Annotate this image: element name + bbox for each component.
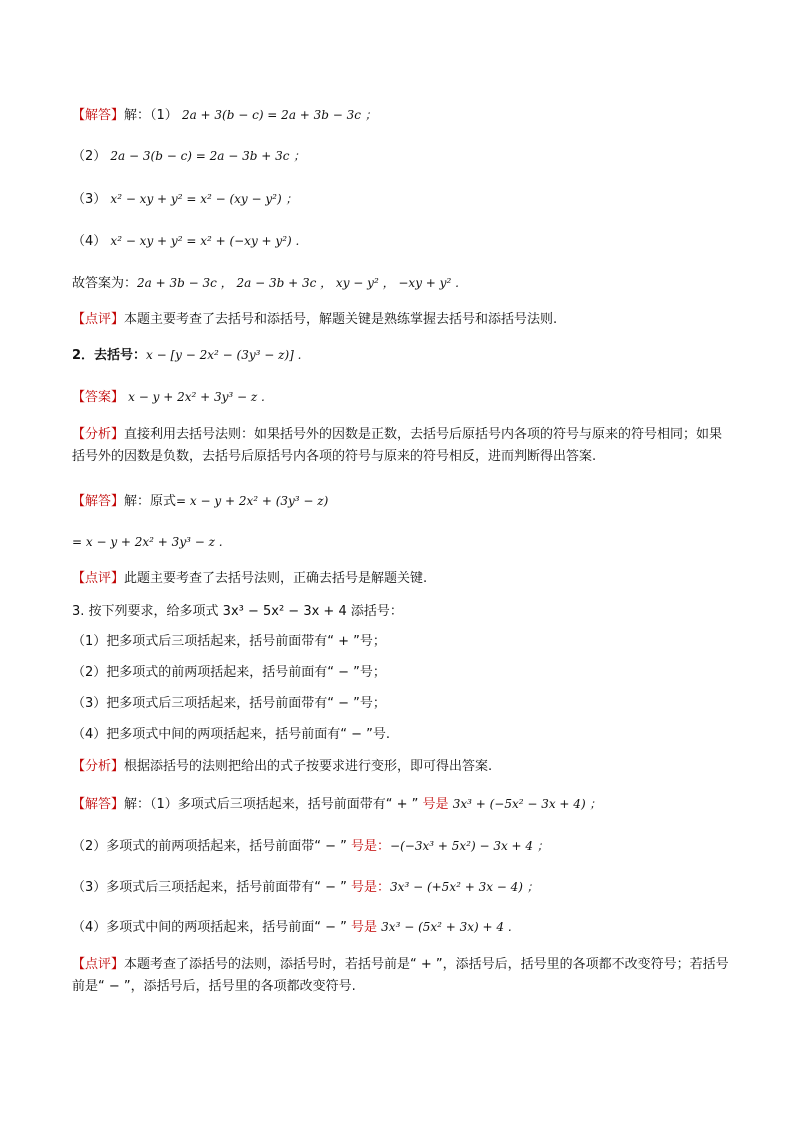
question-title: 2．去括号： [72, 348, 147, 363]
q2-answer [72, 388, 732, 407]
math-expression: x² − xy + y² = x² + (−xy + y²) . [110, 234, 300, 248]
tag-dianping: 【点评】 [72, 957, 125, 972]
analysis-text: 根据添括号的法则把给出的式子按要求进行变形，即可得出答案. [124, 759, 493, 774]
q3-solution-1 [72, 795, 732, 814]
math-expression: 3x³ + (−5x² − 3x + 4) ； [452, 797, 602, 811]
q1-comment [72, 311, 732, 329]
q1-answer-line [72, 274, 732, 293]
requirement-text: （1）把多项式后三项括起来，括号前面带有“ + ”号； [72, 634, 386, 649]
solution-prefix: 解：（1） [124, 108, 178, 123]
math-expression: x − y + 2x² + 3y³ − z . [128, 390, 265, 404]
q2-analysis [72, 424, 732, 468]
q3-solution-2 [72, 837, 732, 856]
solution-red-text: 号是 [418, 797, 453, 812]
math-expression: −(−3x³ + 5x²) − 3x + 4 ； [390, 839, 549, 853]
solution-red-text: 号是： [346, 880, 391, 895]
math-expression: 2a − 3(b − c) = 2a − 3b + 3c ； [110, 149, 306, 163]
q3-analysis [72, 758, 732, 776]
solution-text: （2）多项式的前两项括起来，括号前面带“ − ” [72, 839, 347, 854]
q2-solution-line1 [72, 492, 732, 511]
q3-comment [72, 954, 732, 998]
tag-dianping: 【点评】 [72, 312, 125, 327]
analysis-text: 直接利用去括号法则：如果括号外的因数是正数，去括号后原括号内各项的符号与原来的符号相同；如果括号外的因数是负数，去括号后原括号内各项的符号与原来的符号相反，进而判断得出答案. [72, 427, 723, 464]
tag-daan: 【答案】 [72, 390, 125, 405]
answer-label: 故答案为： [72, 276, 138, 291]
math-expression: x² − xy + y² = x² − (xy − y²) ； [110, 192, 298, 206]
comment-text: 本题主要考查了去括号和添括号，解题关键是熟练掌握去括号和添括号法则. [124, 312, 558, 327]
solution-text: （4）多项式中间的两项括起来，括号前面“ − ” [72, 920, 347, 935]
math-expression: = x − y + 2x² + 3y³ − z . [72, 535, 223, 549]
math-expression: 3x³ − (5x² + 3x) + 4 . [381, 920, 512, 934]
q1-solution-item4 [72, 232, 732, 251]
q3-solution-4 [72, 918, 732, 937]
q3-title [72, 603, 732, 621]
tag-fenxi: 【分析】 [72, 427, 125, 442]
q3-requirement-4 [72, 726, 732, 744]
math-expression: x − [y − 2x² − (3y³ − z)] . [146, 348, 302, 362]
q3-requirement-3 [72, 695, 732, 713]
tag-jieda: 【解答】 [72, 494, 125, 509]
tag-jieda: 【解答】 [72, 797, 125, 812]
solution-text: 解：（1）多项式后三项括起来，括号前面带有“ + ” [124, 797, 419, 812]
solution-red-text: 号是 [346, 920, 382, 935]
solution-prefix: 解：原式 [124, 494, 177, 509]
comment-text: 此题主要考查了去括号法则，正确去括号是解题关键. [124, 571, 428, 586]
q1-solution-item2 [72, 147, 732, 166]
q3-requirement-1 [72, 633, 732, 651]
q3-solution-3 [72, 878, 732, 897]
tag-dianping: 【点评】 [72, 571, 125, 586]
q3-requirement-2 [72, 664, 732, 682]
math-expression: = x − y + 2x² + (3y³ − z) [176, 494, 329, 508]
requirement-text: （2）把多项式的前两项括起来，括号前面有“ − ”号； [72, 665, 386, 680]
solution-red-text: 号是： [346, 839, 391, 854]
tag-fenxi: 【分析】 [72, 759, 125, 774]
item-label: （2） [72, 149, 107, 164]
math-expression: 3x³ − (+5x² + 3x − 4) ； [390, 880, 539, 894]
item-label: （3） [72, 192, 107, 207]
solution-text: （3）多项式后三项括起来，括号前面带有“ − ” [72, 880, 347, 895]
q2-solution-line2 [72, 533, 732, 552]
q2-comment [72, 570, 732, 588]
requirement-text: （4）把多项式中间的两项括起来，括号前面有“ − ”号. [72, 727, 391, 742]
q2-title [72, 346, 732, 365]
question-title: 3. 按下列要求，给多项式 3x³ − 5x² − 3x + 4 添括号： [72, 604, 403, 619]
tag-jieda: 【解答】 [72, 108, 125, 123]
comment-text: 本题考查了添括号的法则，添括号时，若括号前是“ + ”，添括号后，括号里的各项都不改变符号；若括号前是“ − ”，添括号后，括号里的各项都改变符号. [72, 957, 729, 994]
math-expression: 2a + 3(b − c) = 2a + 3b − 3c ； [181, 108, 377, 122]
q1-solution-item3 [72, 190, 732, 209]
math-expression: 2a + 3b − 3c ， 2a − 3b + 3c ， xy − y² ， −xy + y² . [137, 276, 459, 290]
q1-solution-item1 [72, 106, 732, 125]
item-label: （4） [72, 234, 107, 249]
requirement-text: （3）把多项式后三项括起来，括号前面带有“ − ”号； [72, 696, 386, 711]
